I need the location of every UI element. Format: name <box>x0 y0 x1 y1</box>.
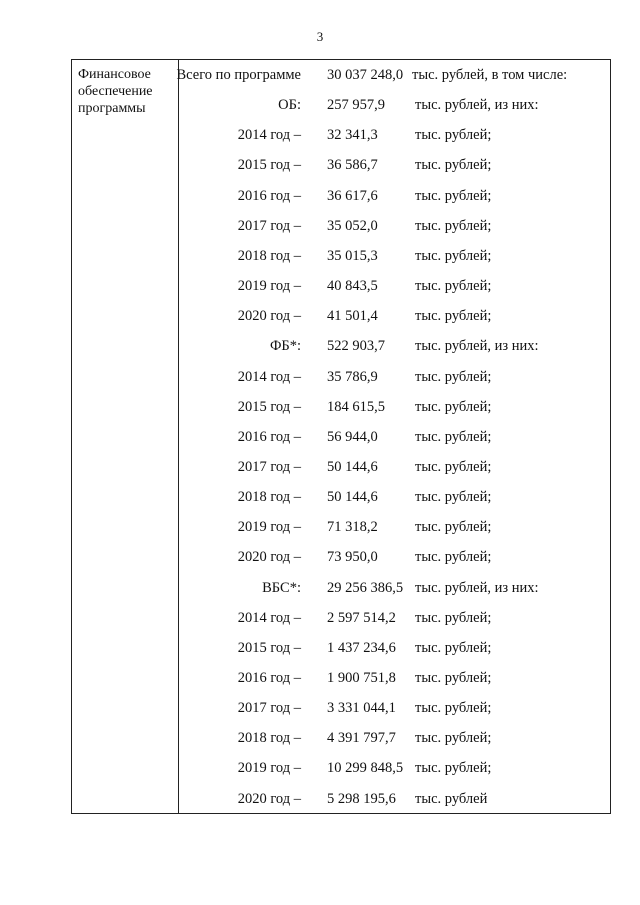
row-unit: тыс. рублей, из них: <box>415 338 539 355</box>
row-label: 2020 год – <box>237 549 301 566</box>
row-label: 2020 год – <box>237 308 301 325</box>
row-unit: тыс. рублей; <box>415 217 492 234</box>
row-label: 2014 год – <box>237 127 301 144</box>
row-amount: 2 597 514,2 <box>327 609 396 626</box>
table-row <box>180 577 610 599</box>
table-row <box>180 456 610 478</box>
row-unit: тыс. рублей; <box>415 368 492 385</box>
row-unit: тыс. рублей; <box>415 187 492 204</box>
table-row <box>180 305 610 327</box>
row-amount: 184 615,5 <box>327 398 385 415</box>
row-label: 2017 год – <box>237 217 301 234</box>
row-label: ФБ*: <box>269 338 301 355</box>
row-unit: тыс. рублей; <box>415 639 492 656</box>
table-row <box>180 396 610 418</box>
row-label: 2015 год – <box>237 157 301 174</box>
column-divider <box>178 59 179 814</box>
table-row <box>180 426 610 448</box>
row-unit: тыс. рублей; <box>415 428 492 445</box>
row-amount: 50 144,6 <box>327 489 378 506</box>
table-row <box>180 335 610 357</box>
table-row <box>176 64 610 86</box>
row-label: 2016 год – <box>237 670 301 686</box>
row-amount: 40 843,5 <box>327 278 378 295</box>
row-amount: 29 256 386,5 <box>327 579 404 596</box>
table-row <box>180 154 610 176</box>
row-label: Всего по программе <box>176 67 301 83</box>
row-unit: тыс. рублей; <box>415 127 492 144</box>
section-label: Финансовое обеспечение программы <box>78 67 153 116</box>
row-unit: тыс. рублей; <box>415 398 492 415</box>
table-row <box>180 637 610 659</box>
row-label: 2019 год – <box>237 519 301 536</box>
page-number: 3 <box>316 29 324 44</box>
row-amount: 3 331 044,1 <box>327 700 396 717</box>
row-label: 2018 год – <box>237 489 301 506</box>
row-unit: тыс. рублей <box>415 790 488 807</box>
row-unit: тыс. рублей, в том числе: <box>412 67 568 83</box>
row-label: 2016 год – <box>237 428 301 445</box>
row-label: 2020 год – <box>237 790 301 807</box>
row-amount: 56 944,0 <box>327 428 378 445</box>
table-row <box>180 727 610 749</box>
row-label: 2018 год – <box>237 730 301 747</box>
row-label: 2014 год – <box>237 609 301 626</box>
row-amount: 36 586,7 <box>327 157 378 174</box>
row-amount: 10 299 848,5 <box>327 760 404 777</box>
row-unit: тыс. рублей; <box>415 670 492 686</box>
row-label: 2015 год – <box>237 398 301 415</box>
row-unit: тыс. рублей, из них: <box>415 97 539 114</box>
row-unit: тыс. рублей; <box>415 157 492 174</box>
row-unit: тыс. рублей; <box>415 308 492 325</box>
row-amount: 257 957,9 <box>327 97 385 114</box>
row-unit: тыс. рублей, из них: <box>415 579 539 596</box>
row-label: 2014 год – <box>237 368 301 385</box>
table-row <box>180 757 610 779</box>
row-amount: 50 144,6 <box>327 458 378 475</box>
row-unit: тыс. рублей; <box>415 489 492 506</box>
row-amount: 1 900 751,8 <box>327 670 396 686</box>
table-row <box>180 607 610 629</box>
row-label: 2018 год – <box>237 247 301 264</box>
table-row <box>180 185 610 207</box>
row-amount: 5 298 195,6 <box>327 790 396 807</box>
row-amount: 36 617,6 <box>327 187 378 204</box>
row-amount: 522 903,7 <box>327 338 385 355</box>
table-row <box>180 366 610 388</box>
table-row <box>180 546 610 568</box>
table-row <box>180 124 610 146</box>
row-label: 2019 год – <box>237 760 301 777</box>
row-label: ВБС*: <box>262 579 301 596</box>
row-label: 2017 год – <box>237 700 301 717</box>
row-label: 2016 год – <box>237 187 301 204</box>
table-row <box>180 788 610 810</box>
row-amount: 4 391 797,7 <box>327 730 396 747</box>
row-amount: 35 015,3 <box>327 247 378 264</box>
row-unit: тыс. рублей; <box>415 760 492 777</box>
row-label: 2015 год – <box>237 639 301 656</box>
table-row <box>180 667 610 689</box>
row-amount: 71 318,2 <box>327 519 378 536</box>
row-unit: тыс. рублей; <box>415 549 492 566</box>
row-amount: 35 052,0 <box>327 217 378 234</box>
row-label: 2017 год – <box>237 458 301 475</box>
row-amount: 73 950,0 <box>327 549 378 566</box>
row-unit: тыс. рублей; <box>415 278 492 295</box>
table-row <box>180 275 610 297</box>
table-row <box>180 697 610 719</box>
row-unit: тыс. рублей; <box>415 247 492 264</box>
table-row <box>180 94 610 116</box>
row-amount: 30 037 248,0 <box>327 67 404 83</box>
row-unit: тыс. рублей; <box>415 730 492 747</box>
table-row <box>180 516 610 538</box>
row-unit: тыс. рублей; <box>415 519 492 536</box>
row-amount: 32 341,3 <box>327 127 378 144</box>
row-label: 2019 год – <box>237 278 301 295</box>
table-row <box>180 486 610 508</box>
row-unit: тыс. рублей; <box>415 609 492 626</box>
row-amount: 1 437 234,6 <box>327 639 396 656</box>
row-amount: 35 786,9 <box>327 368 378 385</box>
table-row <box>180 215 610 237</box>
table-row <box>180 245 610 267</box>
row-unit: тыс. рублей; <box>415 458 492 475</box>
row-unit: тыс. рублей; <box>415 700 492 717</box>
row-amount: 41 501,4 <box>327 308 378 325</box>
row-label: ОБ: <box>278 97 301 114</box>
